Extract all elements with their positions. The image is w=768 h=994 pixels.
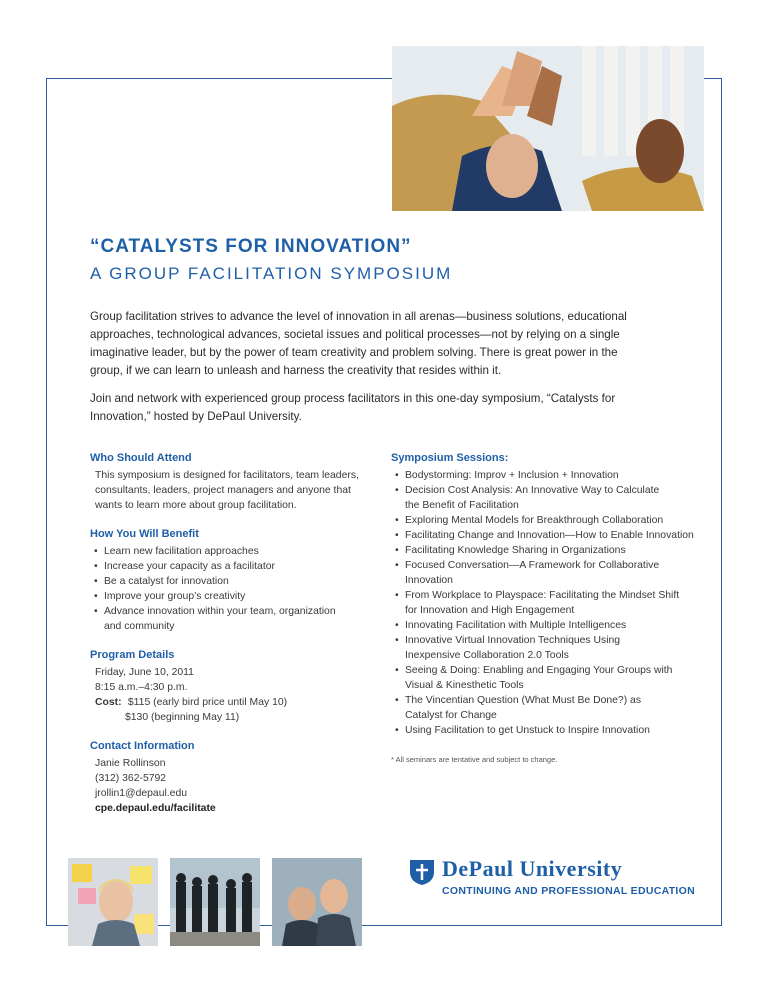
section-heading: Who Should Attend — [90, 452, 192, 464]
contact-section — [90, 739, 380, 816]
session-item: • Innovative Virtual Innovation Techniques Using Inexpensive Collaboration 2.0 Tools — [395, 633, 667, 663]
session-item: • Facilitating Knowledge Sharing in Organizations — [395, 543, 706, 558]
session-item: • Focused Conversation—A Framework for Collaborative Innovation — [395, 558, 706, 588]
benefit-section — [90, 527, 380, 634]
program-date: Friday, June 10, 2011 — [95, 667, 194, 678]
contact-website-link[interactable]: cpe.depaul.edu/facilitate — [95, 803, 216, 814]
session-item: • Bodystorming: Improv + Inclusion + Innovation — [395, 468, 706, 483]
sessions-list — [391, 468, 706, 738]
cost-label: Cost: — [95, 697, 122, 708]
page-title: “CATALYSTS FOR INNOVATION” — [90, 236, 412, 257]
session-item: • Decision Cost Analysis: An Innovative Way to Calculate the Benefit of Facilitation — [395, 483, 675, 513]
list-item: • Be a catalyst for innovation — [94, 574, 380, 589]
thumbnail-photo-colleagues — [272, 858, 362, 946]
section-heading: Contact Information — [90, 740, 195, 752]
list-item: • Advance innovation within your team, organization and community — [94, 604, 344, 634]
section-heading: How You Will Benefit — [90, 528, 199, 540]
program-time: 8:15 a.m.–4:30 p.m. — [95, 682, 188, 693]
session-item: • The Vincentian Question (What Must Be Done?) as Catalyst for Change — [395, 693, 680, 723]
section-heading: Program Details — [90, 649, 175, 661]
list-item: • Increase your capacity as a facilitator — [94, 559, 380, 574]
contact-phone: (312) 362-5792 — [95, 773, 167, 784]
cost-early: $115 (early bird price until May 10) — [127, 697, 288, 708]
program-details-section — [90, 648, 380, 725]
session-item: • Seeing & Doing: Enabling and Engaging Your Groups with Visual & Kinesthetic Tools — [395, 663, 675, 693]
section-text: This symposium is designed for facilitators, team leaders, consultants, leaders, project managers and anyone that wants to learn more about group facilitation. — [95, 470, 359, 511]
hero-photo — [392, 46, 704, 211]
thumbnail-photo-thinking — [68, 858, 158, 946]
who-should-attend-section — [90, 451, 380, 513]
left-column — [90, 451, 380, 816]
contact-name: Janie Rollinson — [95, 758, 166, 769]
logo-name: DePaul University — [442, 856, 623, 881]
intro-paragraph: Group facilitation strives to advance the level of innovation in all arenas—business solutions, educational approaches, technological advances, societal issues and political processes—not by relying on a single imaginative leader, but by the power of team creativity and problem solving. There is great power in the group, if we can learn to unleash and harness the creativity that resides within it. — [90, 310, 627, 377]
logo-tagline: CONTINUING AND PROFESSIONAL EDUCATION — [442, 885, 695, 897]
session-item: • From Workplace to Playspace: Facilitating the Mindset Shift for Innovation and High Engagement — [395, 588, 685, 618]
list-item: • Improve your group’s creativity — [94, 589, 380, 604]
thumbnail-photo-team — [170, 858, 260, 946]
sessions-note: * All seminars are tentative and subject to change. — [391, 755, 558, 764]
list-item: • Learn new facilitation approaches — [94, 544, 380, 559]
session-item: • Innovating Facilitation with Multiple Intelligences — [395, 618, 706, 633]
session-item: • Facilitating Change and Innovation—How to Enable Innovation — [395, 528, 706, 543]
session-item: • Using Facilitation to get Unstuck to Inspire Innovation — [395, 723, 706, 738]
page-subtitle: A GROUP FACILITATION SYMPOSIUM — [90, 264, 453, 283]
shield-icon — [408, 858, 436, 886]
program-cost — [90, 695, 380, 710]
sessions-heading: Symposium Sessions: — [391, 452, 509, 464]
right-column — [391, 451, 706, 767]
session-item: • Exploring Mental Models for Breakthrough Collaboration — [395, 513, 706, 528]
intro-paragraph-2: Join and network with experienced group process facilitators in this one-day symposium, “Catalysts for Innovation,” hosted by DePaul University. — [90, 392, 616, 423]
contact-email[interactable]: jrollin1@depaul.edu — [95, 788, 188, 799]
cost-regular: $130 (beginning May 11) — [125, 712, 240, 723]
